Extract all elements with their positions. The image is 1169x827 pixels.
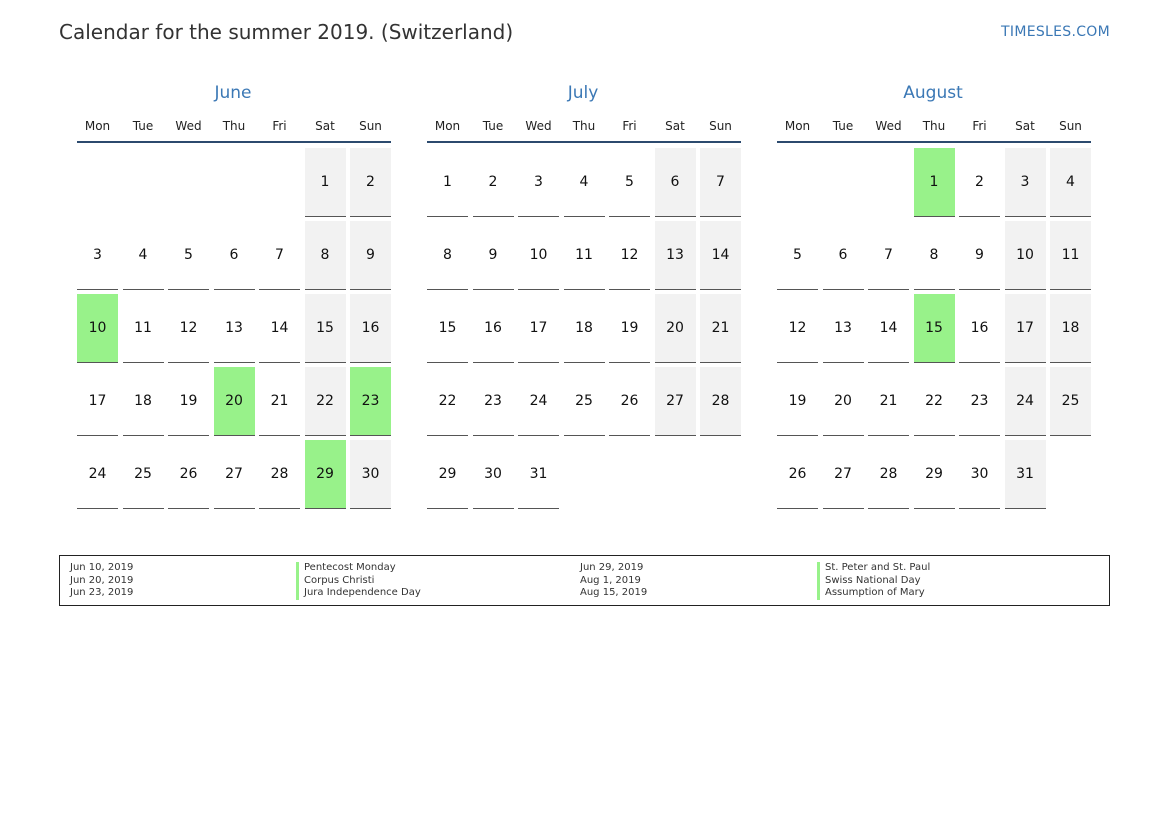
legend-dates-left bbox=[70, 562, 133, 600]
holiday-day-cell: 15 bbox=[914, 294, 955, 363]
header-line bbox=[777, 141, 1091, 143]
day-grid bbox=[427, 148, 743, 518]
day-cell: 7 bbox=[700, 148, 741, 217]
day-cell: 12 bbox=[168, 294, 209, 363]
weekday-label: Fri bbox=[972, 119, 987, 133]
day-cell: 27 bbox=[214, 440, 255, 509]
day-cell: 18 bbox=[1050, 294, 1091, 363]
day-cell: 14 bbox=[700, 221, 741, 290]
weekday-label: Fri bbox=[622, 119, 637, 133]
weekday-label: Tue bbox=[132, 119, 154, 133]
site-link[interactable]: TIMESLES.COM bbox=[1001, 24, 1110, 40]
day-cell: 4 bbox=[1050, 148, 1091, 217]
day-cell: 19 bbox=[777, 367, 818, 436]
day-cell: 4 bbox=[564, 148, 605, 217]
legend-names-left bbox=[296, 562, 421, 600]
weekday-label: Wed bbox=[875, 119, 902, 133]
day-cell: 11 bbox=[123, 294, 164, 363]
holiday-day-cell: 20 bbox=[214, 367, 255, 436]
day-cell: 15 bbox=[305, 294, 346, 363]
day-cell: 5 bbox=[609, 148, 650, 217]
day-cell: 29 bbox=[427, 440, 468, 509]
day-cell: 26 bbox=[777, 440, 818, 509]
day-cell: 3 bbox=[77, 221, 118, 290]
legend-date: Jun 20, 2019 bbox=[70, 574, 134, 586]
weekday-label: Sat bbox=[315, 119, 335, 133]
weekday-label: Mon bbox=[784, 119, 811, 133]
day-cell: 25 bbox=[564, 367, 605, 436]
holiday-day-cell: 10 bbox=[77, 294, 118, 363]
weekday-row bbox=[77, 119, 393, 137]
legend-holiday-name: Swiss National Day bbox=[817, 575, 930, 588]
day-cell: 17 bbox=[518, 294, 559, 363]
day-cell: 8 bbox=[305, 221, 346, 290]
weekday-label: Wed bbox=[175, 119, 202, 133]
day-cell: 22 bbox=[427, 367, 468, 436]
holiday-day-cell: 23 bbox=[350, 367, 391, 436]
weekday-label: Thu bbox=[572, 119, 596, 133]
page-title: Calendar for the summer 2019. (Switzerland) bbox=[59, 20, 514, 44]
day-cell: 22 bbox=[305, 367, 346, 436]
legend-holiday-name: Jura Independence Day bbox=[296, 587, 421, 600]
legend-date: Aug 15, 2019 bbox=[580, 587, 648, 598]
day-cell: 18 bbox=[123, 367, 164, 436]
day-cell: 15 bbox=[427, 294, 468, 363]
day-cell: 13 bbox=[214, 294, 255, 363]
weekday-label: Sat bbox=[665, 119, 685, 133]
day-cell: 26 bbox=[168, 440, 209, 509]
day-cell: 9 bbox=[350, 221, 391, 290]
day-cell: 31 bbox=[518, 440, 559, 509]
day-cell: 21 bbox=[259, 367, 300, 436]
day-cell: 1 bbox=[427, 148, 468, 217]
day-cell: 27 bbox=[655, 367, 696, 436]
weekday-row bbox=[777, 119, 1093, 137]
day-cell: 24 bbox=[77, 440, 118, 509]
day-cell: 2 bbox=[959, 148, 1000, 217]
holiday-legend bbox=[59, 555, 1110, 606]
month-name: August bbox=[903, 83, 963, 103]
legend-holiday-name: Assumption of Mary bbox=[817, 587, 930, 600]
day-cell: 21 bbox=[868, 367, 909, 436]
day-cell: 8 bbox=[427, 221, 468, 290]
day-cell: 13 bbox=[655, 221, 696, 290]
legend-holiday-name: Corpus Christi bbox=[296, 575, 421, 588]
day-cell: 12 bbox=[609, 221, 650, 290]
day-cell: 14 bbox=[259, 294, 300, 363]
header-line bbox=[77, 141, 391, 143]
legend-date: Aug 1, 2019 bbox=[580, 574, 641, 586]
day-cell: 11 bbox=[1050, 221, 1091, 290]
day-cell: 30 bbox=[473, 440, 514, 509]
day-cell: 17 bbox=[77, 367, 118, 436]
day-cell: 29 bbox=[914, 440, 955, 509]
weekday-label: Thu bbox=[922, 119, 946, 133]
header-line bbox=[427, 141, 741, 143]
day-grid bbox=[77, 148, 393, 518]
weekday-label: Sat bbox=[1015, 119, 1035, 133]
day-cell: 26 bbox=[609, 367, 650, 436]
legend-names-right bbox=[817, 562, 930, 600]
holiday-day-cell: 29 bbox=[305, 440, 346, 509]
day-cell: 10 bbox=[1005, 221, 1046, 290]
legend-holiday-name: Pentecost Monday bbox=[296, 562, 421, 575]
weekday-label: Tue bbox=[832, 119, 854, 133]
day-cell: 28 bbox=[700, 367, 741, 436]
holiday-day-cell: 1 bbox=[914, 148, 955, 217]
month-name: June bbox=[214, 83, 252, 103]
day-cell: 27 bbox=[823, 440, 864, 509]
legend-holiday-name: St. Peter and St. Paul bbox=[817, 562, 930, 575]
day-cell: 11 bbox=[564, 221, 605, 290]
day-cell: 30 bbox=[350, 440, 391, 509]
day-cell: 20 bbox=[823, 367, 864, 436]
day-cell: 19 bbox=[168, 367, 209, 436]
legend-date: Jun 23, 2019 bbox=[70, 587, 134, 598]
day-cell: 2 bbox=[473, 148, 514, 217]
day-cell: 16 bbox=[350, 294, 391, 363]
day-cell: 7 bbox=[259, 221, 300, 290]
day-cell: 19 bbox=[609, 294, 650, 363]
day-cell: 9 bbox=[959, 221, 1000, 290]
day-cell: 6 bbox=[214, 221, 255, 290]
month-name: July bbox=[567, 83, 599, 103]
day-cell: 2 bbox=[350, 148, 391, 217]
legend-dates-right bbox=[580, 562, 647, 600]
day-cell: 12 bbox=[777, 294, 818, 363]
day-cell: 6 bbox=[655, 148, 696, 217]
day-cell: 4 bbox=[123, 221, 164, 290]
weekday-label: Tue bbox=[482, 119, 504, 133]
weekday-label: Sun bbox=[709, 119, 732, 133]
day-cell: 5 bbox=[777, 221, 818, 290]
day-cell: 16 bbox=[959, 294, 1000, 363]
day-cell: 20 bbox=[655, 294, 696, 363]
legend-date: Jun 10, 2019 bbox=[70, 562, 134, 573]
day-cell: 9 bbox=[473, 221, 514, 290]
day-cell: 18 bbox=[564, 294, 605, 363]
day-cell: 30 bbox=[959, 440, 1000, 509]
day-cell: 22 bbox=[914, 367, 955, 436]
day-cell: 25 bbox=[1050, 367, 1091, 436]
day-cell: 17 bbox=[1005, 294, 1046, 363]
weekday-label: Mon bbox=[84, 119, 111, 133]
day-cell: 25 bbox=[123, 440, 164, 509]
day-cell: 6 bbox=[823, 221, 864, 290]
day-grid bbox=[777, 148, 1093, 518]
day-cell: 24 bbox=[518, 367, 559, 436]
weekday-label: Sun bbox=[359, 119, 382, 133]
day-cell: 3 bbox=[518, 148, 559, 217]
weekday-label: Sun bbox=[1059, 119, 1082, 133]
day-cell: 10 bbox=[518, 221, 559, 290]
day-cell: 28 bbox=[868, 440, 909, 509]
weekday-label: Wed bbox=[525, 119, 552, 133]
day-cell: 31 bbox=[1005, 440, 1046, 509]
day-cell: 1 bbox=[305, 148, 346, 217]
day-cell: 14 bbox=[868, 294, 909, 363]
day-cell: 3 bbox=[1005, 148, 1046, 217]
day-cell: 7 bbox=[868, 221, 909, 290]
day-cell: 21 bbox=[700, 294, 741, 363]
day-cell: 5 bbox=[168, 221, 209, 290]
weekday-label: Fri bbox=[272, 119, 287, 133]
day-cell: 16 bbox=[473, 294, 514, 363]
legend-date: Jun 29, 2019 bbox=[580, 562, 644, 573]
day-cell: 8 bbox=[914, 221, 955, 290]
weekday-row bbox=[427, 119, 743, 137]
day-cell: 24 bbox=[1005, 367, 1046, 436]
weekday-label: Mon bbox=[434, 119, 461, 133]
day-cell: 23 bbox=[473, 367, 514, 436]
day-cell: 28 bbox=[259, 440, 300, 509]
day-cell: 13 bbox=[823, 294, 864, 363]
weekday-label: Thu bbox=[222, 119, 246, 133]
day-cell: 23 bbox=[959, 367, 1000, 436]
